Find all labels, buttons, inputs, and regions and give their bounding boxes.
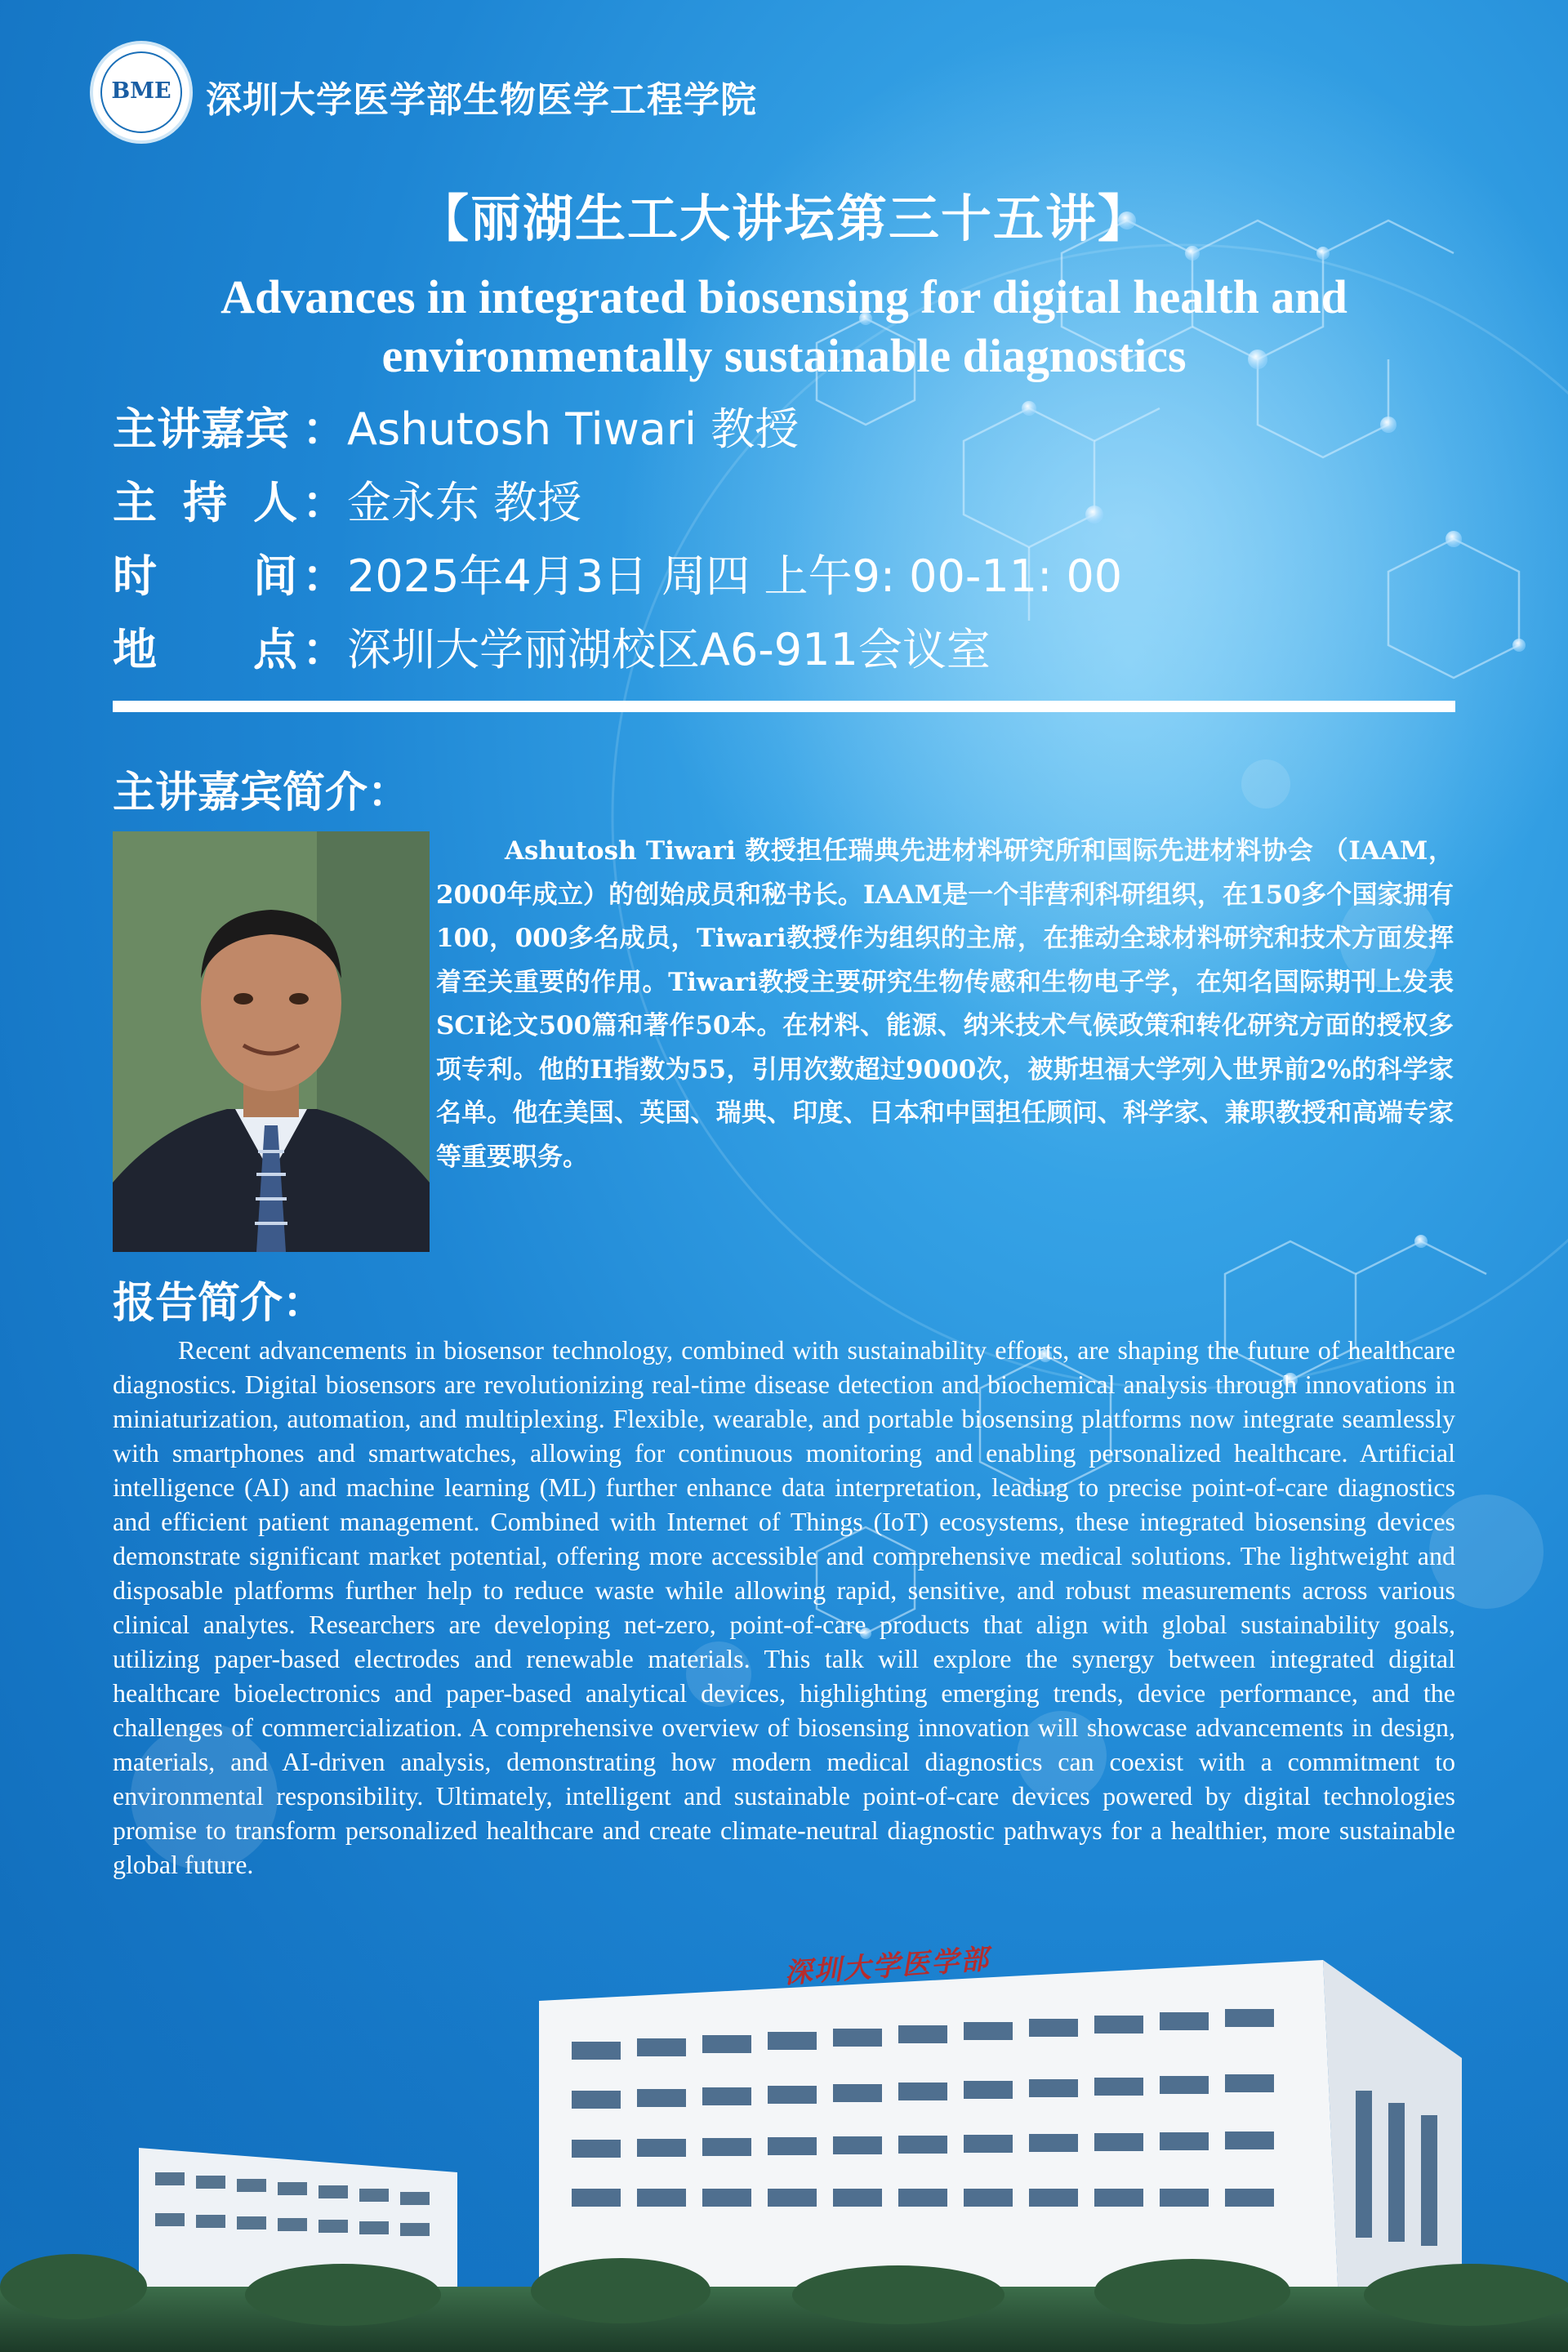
school-logo xyxy=(90,41,193,144)
divider xyxy=(113,701,1455,712)
host-colon: ： xyxy=(302,477,346,528)
speaker-colon: ： xyxy=(302,403,346,455)
time-value: 2025年4月3日 周四 上午9: 00-11: 00 xyxy=(347,550,1123,602)
campus-building-photo xyxy=(0,1927,1568,2352)
lecture-title xyxy=(122,268,1446,385)
speaker-intro-heading: 主讲嘉宾简介： xyxy=(113,768,411,817)
speaker-portrait xyxy=(113,831,430,1252)
logo-monogram: BME xyxy=(111,78,172,104)
speaker-value: Ashutosh Tiwari 教授 xyxy=(347,403,800,455)
host-value: 金永东 教授 xyxy=(347,477,582,528)
building-sign: 深圳大学医学部 xyxy=(783,1943,991,1990)
organization-name: 深圳大学医学部生物医学工程学院 xyxy=(206,79,757,121)
place-value: 深圳大学丽湖校区A6-911会议室 xyxy=(347,624,991,675)
lecture-title-line-1: Advances in integrated biosensing for digital health and xyxy=(220,270,1348,323)
talk-abstract: Recent advancements in biosensor technology, combined with sustainability efforts, are shaping the future of healthcare diagnostics. Digital biosensors are revolutionizing real-time disease detection and biochemical analysis through innovations in miniaturization, automation, and multiplexing. Flexible, wearable, and portable biosensing platforms now integrate seamlessly with smartphones and smartwatches, allowing for continuous monitoring and enabling personalized healthcare. Artificial intelligence (AI) and machine learning (ML) further enhance data interpretation, leading to precise point-of-care diagnostics and efficient patient management. Combined with Internet of Things (IoT) ecosystems, these integrated biosensing devices demonstrate significant market potential, offering more accessible and comprehensive medical solutions. The lightweight and disposable platforms further help to reduce waste while allowing rapid, sensitive, and robust measurements across various clinical analytes. Researchers are developing net-zero, point-of-care products that align with global sustainability goals, utilizing paper-based electrodes and renewable materials. This talk will explore the synergy between integrated digital healthcare bioelectronics and paper-based analytical devices, highlighting emerging trends, device performance, and the challenges of commercialization. A comprehensive overview of biosensing innovation will showcase advancements in design, materials, and AI-driven analysis, demonstrating how modern medical diagnostics can coexist with a commitment to environmental responsibility. Ultimately, intelligent and sustainable point-of-care devices powered by digital technologies promise to transform personalized healthcare and create climate-neutral diagnostic pathways for a healthier, more sustainable global future. xyxy=(113,1335,1455,1879)
lecture-series-title: 【丽湖生工大讲坛第三十五讲】 xyxy=(417,189,1150,248)
time-colon: ： xyxy=(302,550,346,602)
talk-intro-heading: 报告简介： xyxy=(113,1278,326,1328)
lecture-title-line-2: environmentally sustainable diagnostics xyxy=(381,329,1187,382)
speaker-photo xyxy=(113,831,430,1252)
speaker-bio: Ashutosh Tiwari 教授担任瑞典先进材料研究所和国际先进材料协会 （IAAM，2000年成立）的创始成员和秘书长。IAAM是一个非营利科研组织，在150多个国家拥有100，000多名成员，Tiwari教授作为组织的主席，在推动全球材料研究和技术方面发挥着至关重要的作用。Tiwari教授主要研究生物传感和生物电子学，在知名国际期刊上发表SCI论文500篇和著作50本。在材料、能源、纳米技术气候政策和转化研究方面的授权多项专利。他的H指数为55，引用次数超过9000次，被斯坦福大学列入世界前2%的科学家名单。他在美国、英国、瑞典、印度、日本和中国担任顾问、科学家、兼职教授和高端专家等重要职务。 xyxy=(436,836,1454,1172)
place-colon: ： xyxy=(302,624,346,675)
